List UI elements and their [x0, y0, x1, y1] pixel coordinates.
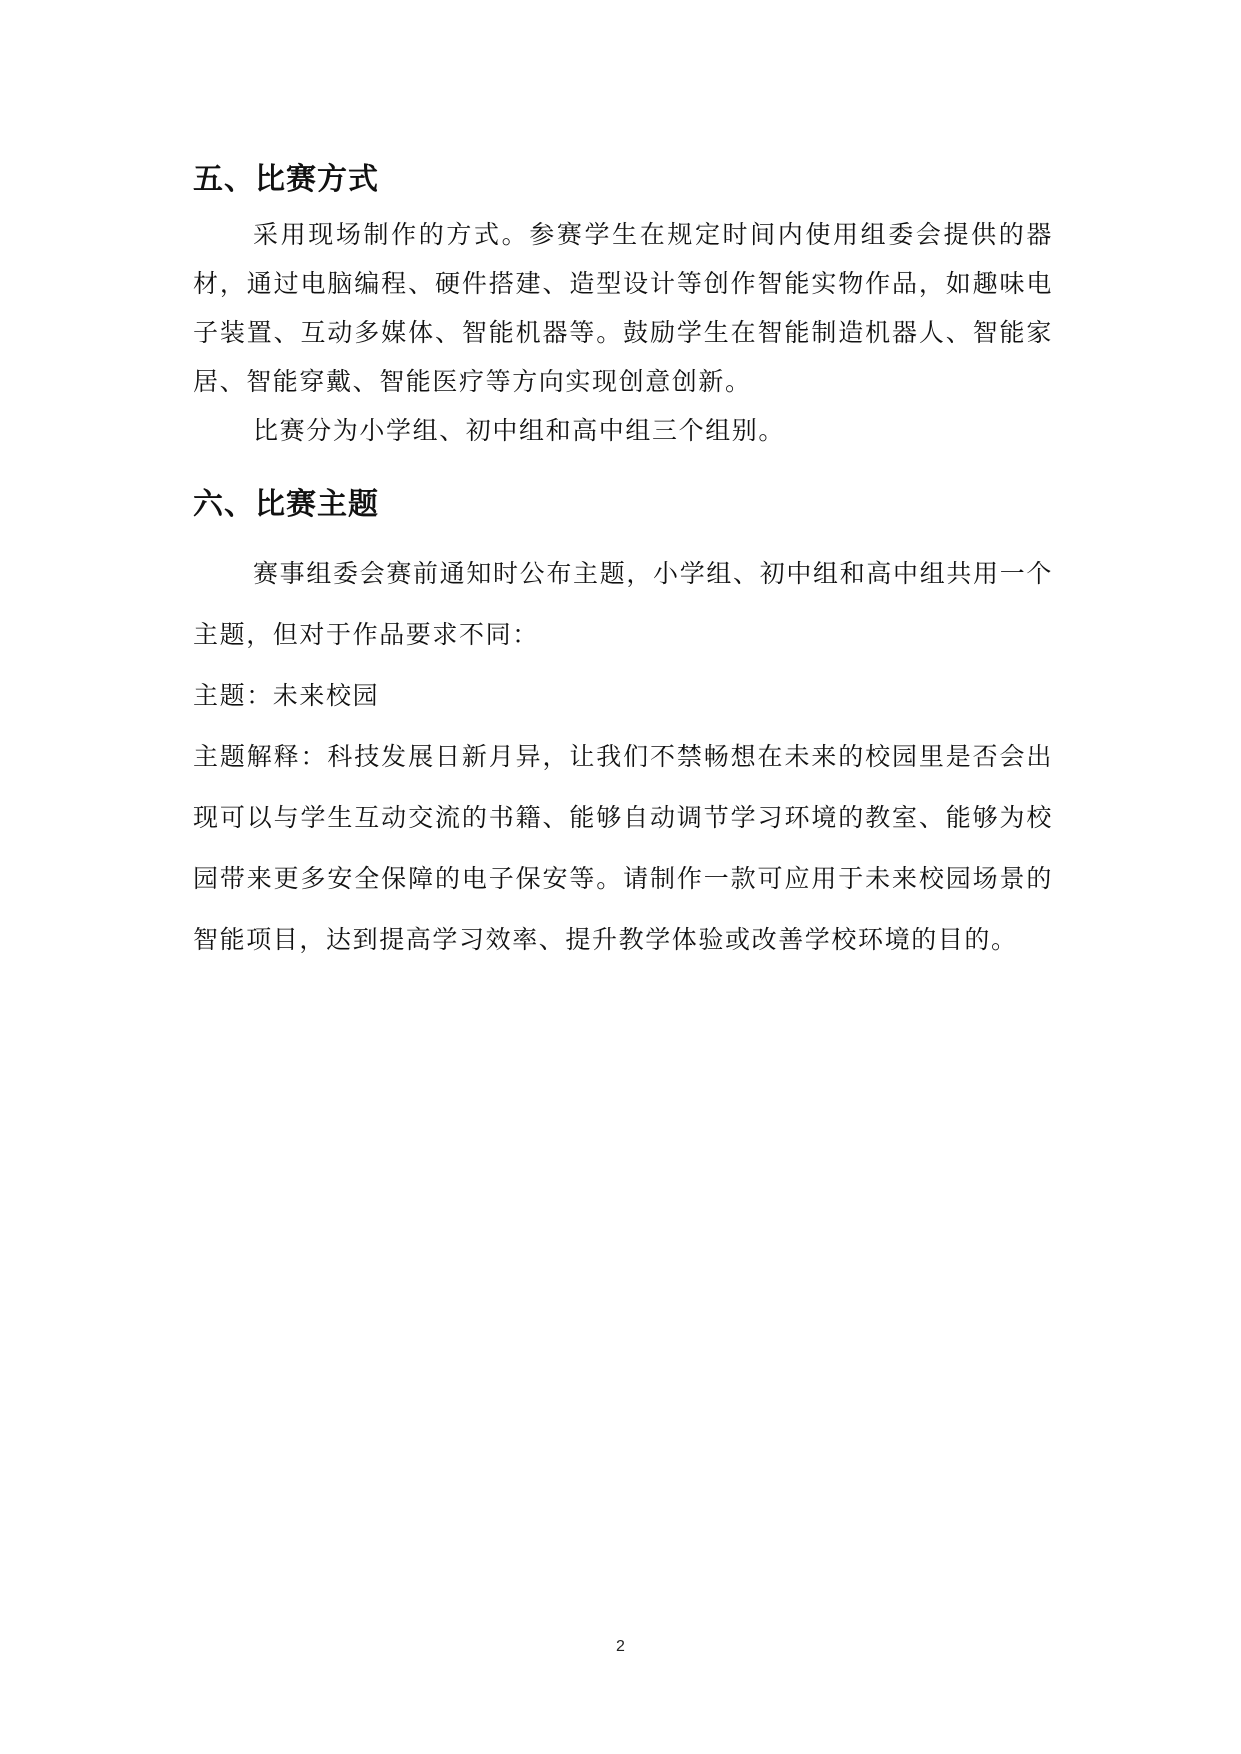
page-content [193, 160, 1053, 970]
section-heading-competition-theme: 六、比赛主题 [193, 487, 379, 522]
paragraph-theme-intro: 赛事组委会赛前通知时公布主题，小学组、初中组和高中组共用一个主题，但对于作品要求不同： [193, 559, 1053, 649]
paragraph-competition-format: 采用现场制作的方式。参赛学生在规定时间内使用组委会提供的器材，通过电脑编程、硬件搭建、造型设计等创作智能实物作品，如趣味电子装置、互动多媒体、智能机器等。鼓励学生在智能制造机器人、智能家居、智能穿戴、智能医疗等方向实现创意创新。 [193, 220, 1053, 396]
section-heading-competition-format: 五、比赛方式 [193, 162, 379, 197]
paragraph-theme-explanation: 主题解释：科技发展日新月异，让我们不禁畅想在未来的校园里是否会出现可以与学生互动交流的书籍、能够自动调节学习环境的教室、能够为校园带来更多安全保障的电子保安等。请制作一款可应用于未来校园场景的智能项目，达到提高学习效率、提升教学体验或改善学校环境的目的。 [193, 742, 1053, 954]
paragraph-competition-groups: 比赛分为小学组、初中组和高中组三个组别。 [253, 416, 786, 445]
paragraph-theme-name: 主题：未来校园 [193, 681, 380, 710]
page-number: 2 [616, 1638, 625, 1655]
